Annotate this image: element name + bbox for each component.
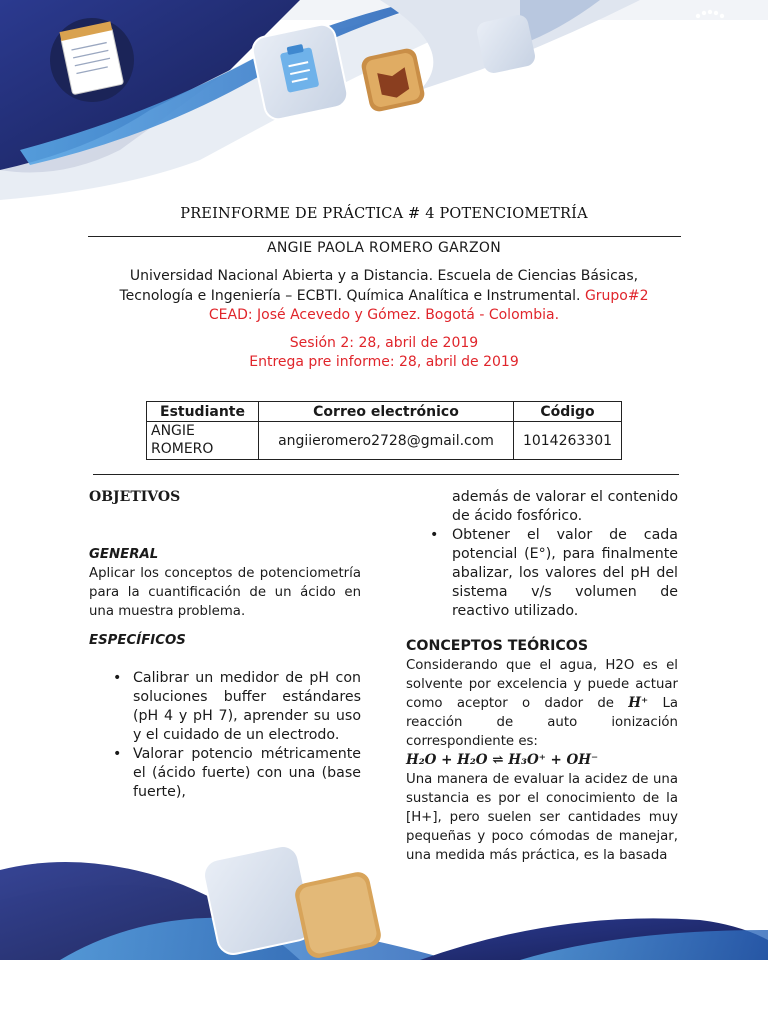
group-label: Grupo#2: [584, 288, 649, 304]
autoionization-equation: H₂O + H₂O ⇌ H₃O⁺ + OH⁻: [406, 752, 599, 768]
general-text: Aplicar los conceptos de potenciometría para la cuantificación de un ácido en una muestra problema.: [89, 566, 361, 619]
cead-line: CEAD: José Acevedo y Gómez. Bogotá - Colombia.: [208, 307, 560, 323]
conceptos-heading: CONCEPTOS TEÓRICOS: [406, 638, 589, 654]
affiliation-text: Tecnología e Ingeniería – ECBTI. Química Analítica e Instrumental.: [119, 288, 581, 304]
student-last-name: ROMERO: [151, 441, 214, 457]
session-date: Sesión 2: 28, abril de 2019: [289, 335, 479, 351]
concepts-paragraph-2: Una manera de evaluar la acidez de una sustancia es por el conocimiento de la [H+], pero suelen ser cantidades muy pequeñas y poco cómodas de manejar, una medida más práctica, es la basada: [406, 772, 678, 863]
continuation-text: además de valorar el contenido de ácido fosfórico.: [452, 489, 678, 524]
header-email: Correo electrónico: [259, 402, 514, 422]
student-first-name: ANGIE: [151, 423, 195, 439]
especificos-list: [89, 669, 361, 802]
logo-subtitle-2: Abierta y a Distancia: [680, 73, 754, 82]
objetivos-heading: OBJETIVOS: [89, 489, 181, 505]
list-item: • Obtener el valor de cada potencial (E°), para finalmente abalizar, los valores del pH del sistema v/s volumen de reactivo utilizado.: [406, 526, 678, 621]
concepts-paragraph-1: Considerando que el agua, H2O es el solvente por excelencia y puede actuar como aceptor o dador de H⁺ La reacción de auto ionización correspondiente es:: [406, 658, 678, 749]
title-rule: [88, 236, 681, 237]
document-title: PREINFORME DE PRÁCTICA # 4 POTENCIOMETRÍA: [180, 206, 588, 222]
unad-logo: [676, 8, 762, 82]
delivery-date: Entrega pre informe: 28, abril de 2019: [249, 354, 519, 370]
author-name: ANGIE PAOLA ROMERO GARZON: [267, 240, 501, 256]
logo-subtitle-1: Universidad Nacional: [680, 64, 756, 73]
student-table: [146, 401, 622, 460]
cell-email[interactable]: angiieromero2728@gmail.com: [259, 422, 514, 460]
table-row: [147, 422, 622, 460]
list-item: • Calibrar un medidor de pH con soluciones buffer estándares (pH 4 y pH 7), aprender su uso y el cuidado de un electrodo.: [89, 669, 361, 745]
top-banner: [0, 0, 768, 200]
header-code: Código: [514, 402, 622, 422]
cell-student: [147, 422, 259, 460]
header-student: Estudiante: [147, 402, 259, 422]
list-item: • Valorar potencio métricamente el (ácido fuerte) con una (base fuerte),: [89, 745, 361, 802]
table-rule: [93, 474, 679, 475]
table-header-row: [147, 402, 622, 422]
cell-code: 1014263301: [514, 422, 622, 460]
right-bullet-list: [406, 526, 678, 621]
clipboard-icon: [250, 22, 350, 122]
right-column: [406, 488, 678, 865]
unad-emblem-icon: [676, 8, 762, 60]
general-heading: GENERAL: [89, 547, 159, 562]
gold-footer-tile: [293, 870, 383, 960]
affiliation-line-1: Universidad Nacional Abierta y a Distancia. Escuela de Ciencias Básicas,: [129, 268, 639, 284]
affiliation-line-2: [0, 286, 768, 306]
pale-tile: [475, 13, 537, 75]
svg-text:UNAD: UNAD: [679, 27, 760, 58]
book-icon: [360, 47, 426, 113]
especificos-heading: ESPECÍFICOS: [89, 633, 186, 648]
h-plus: H⁺: [628, 695, 649, 711]
left-column: [89, 488, 361, 802]
